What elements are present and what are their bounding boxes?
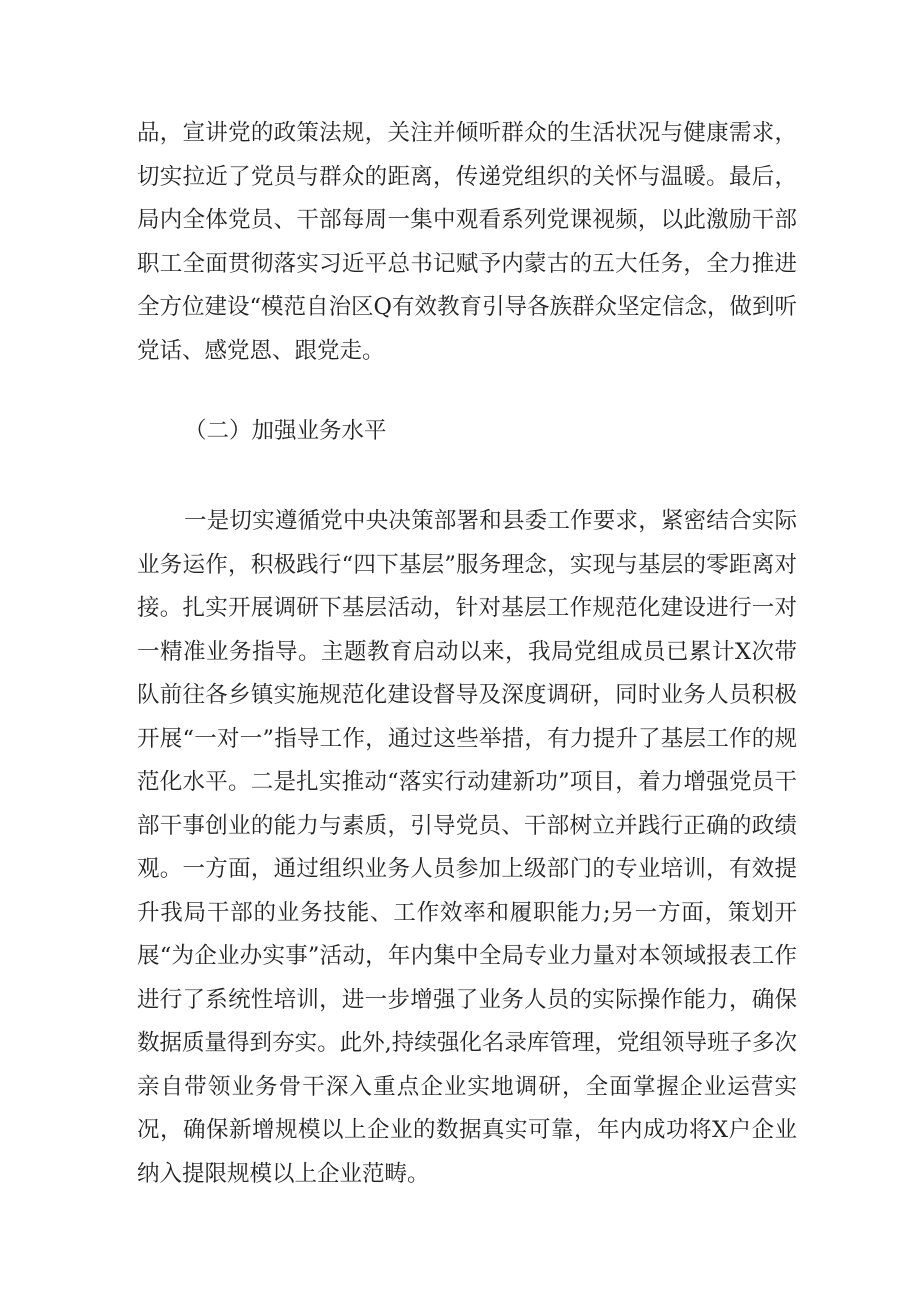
continued-paragraph: 品，宣讲党的政策法规，关注并倾听群众的生活状况与健康需求，切实拉近了党员与群众的距离，传递党组织的关怀与温暖。最后，局内全体党员、干部每周一集中观看系列党课视频，以此激励干部职工全面贯彻落实习近平总书记赋予内蒙古的五大任务，全力推进全方位建设“模范自治区Q有效教育引导各族群众坚定信念，做到听党话、感党恩、跟党走。	[137, 120, 797, 364]
body-paragraph: 一是切实遵循党中央决策部署和县委工作要求，紧密结合实际业务运作，积极践行“四下基层”服务理念，实现与基层的零距离对接。扎实开展调研下基层活动，针对基层工作规范化建设进行一对一精准业务指导。主题教育启动以来，我局党组成员已累计X次带队前往各乡镇实施规范化建设督导及深度调研，同时业务人员积极开展“一对一”指导工作，通过这些举措，有力提升了基层工作的规范化水平。二是扎实推动“落实行动建新功”项目，着力增强党员干部干事创业的能力与素质，引导党员、干部树立并践行正确的政绩观。一方面，通过组织业务人员参加上级部门的专业培训，有效提升我局干部的业务技能、工作效率和履职能力;另一方面，策划开展“为企业办实事”活动，年内集中全局专业力量对本领域报表工作进行了系统性培训，进一步增强了业务人员的实际操作能力，确保数据质量得到夯实。此外,持续强化名录库管理，党组领导班子多次亲自带领业务骨干深入重点企业实地调研，全面掌握企业运营实况，确保新增规模以上企业的数据真实可靠，年内成功将X户企业纳入提限规模以上企业范畴。	[137, 508, 797, 1187]
section-heading: （二）加强业务水平	[184, 418, 387, 444]
